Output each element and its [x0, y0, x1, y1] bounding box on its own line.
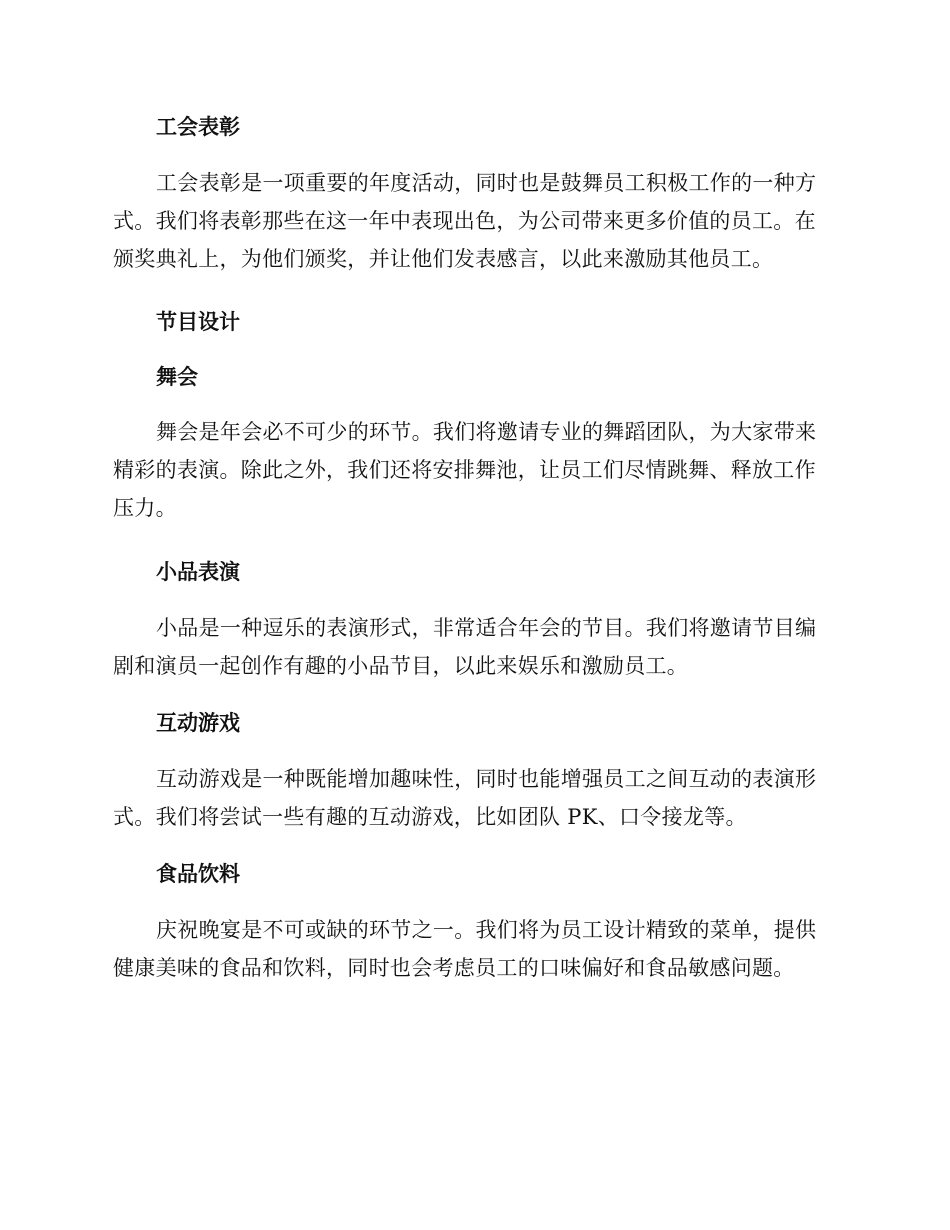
section-union-commendation-body	[113, 164, 833, 278]
paragraph-line: 庆祝晚宴是不可或缺的环节之一。我们将为员工设计精致的菜单，提供	[156, 918, 817, 942]
section-interactive-games	[113, 709, 833, 737]
section-sketch	[113, 558, 833, 586]
section-heading: 节目设计	[156, 310, 240, 334]
section-union-commendation	[113, 113, 833, 141]
paragraph	[113, 911, 833, 987]
paragraph-line: 压力。	[113, 496, 177, 520]
paragraph-line: 式。我们将表彰那些在这一年中表现出色，为公司带来更多价值的员工。在	[113, 209, 816, 233]
paragraph-line: 工会表彰是一项重要的年度活动，同时也是鼓舞员工积极工作的一种方	[156, 171, 817, 195]
paragraph	[113, 164, 833, 278]
section-heading: 互动游戏	[156, 711, 240, 735]
paragraph-line: 小品是一种逗乐的表演形式，非常适合年会的节目。我们将邀请节目编	[156, 616, 817, 640]
paragraph-line: 式。我们将尝试一些有趣的互动游戏，比如团队 PK、口令接龙等。	[113, 805, 747, 829]
section-dance	[113, 363, 833, 391]
section-heading: 舞会	[156, 365, 198, 389]
paragraph-line: 剧和演员一起创作有趣的小品节目，以此来娱乐和激励员工。	[113, 654, 689, 678]
paragraph	[113, 413, 833, 527]
section-food-beverage-body	[113, 911, 833, 987]
section-dance-body	[113, 413, 833, 527]
paragraph-line: 健康美味的食品和饮料，同时也会考虑员工的口味偏好和食品敏感问题。	[113, 956, 795, 980]
paragraph	[113, 609, 833, 685]
section-heading: 工会表彰	[156, 115, 240, 139]
section-heading: 小品表演	[156, 560, 240, 584]
paragraph-line: 互动游戏是一种既能增加趣味性，同时也能增强员工之间互动的表演形	[156, 767, 817, 791]
section-food-beverage	[113, 860, 833, 888]
section-interactive-games-body	[113, 760, 833, 836]
section-program-design	[113, 308, 833, 336]
section-heading: 食品饮料	[156, 862, 240, 886]
section-sketch-body	[113, 609, 833, 685]
paragraph-line: 颁奖典礼上，为他们颁奖，并让他们发表感言，以此来激励其他员工。	[113, 247, 774, 271]
paragraph	[113, 760, 833, 836]
paragraph-line: 舞会是年会必不可少的环节。我们将邀请专业的舞蹈团队，为大家带来	[156, 420, 817, 444]
paragraph-line: 精彩的表演。除此之外，我们还将安排舞池，让员工们尽情跳舞、释放工作	[113, 458, 816, 482]
